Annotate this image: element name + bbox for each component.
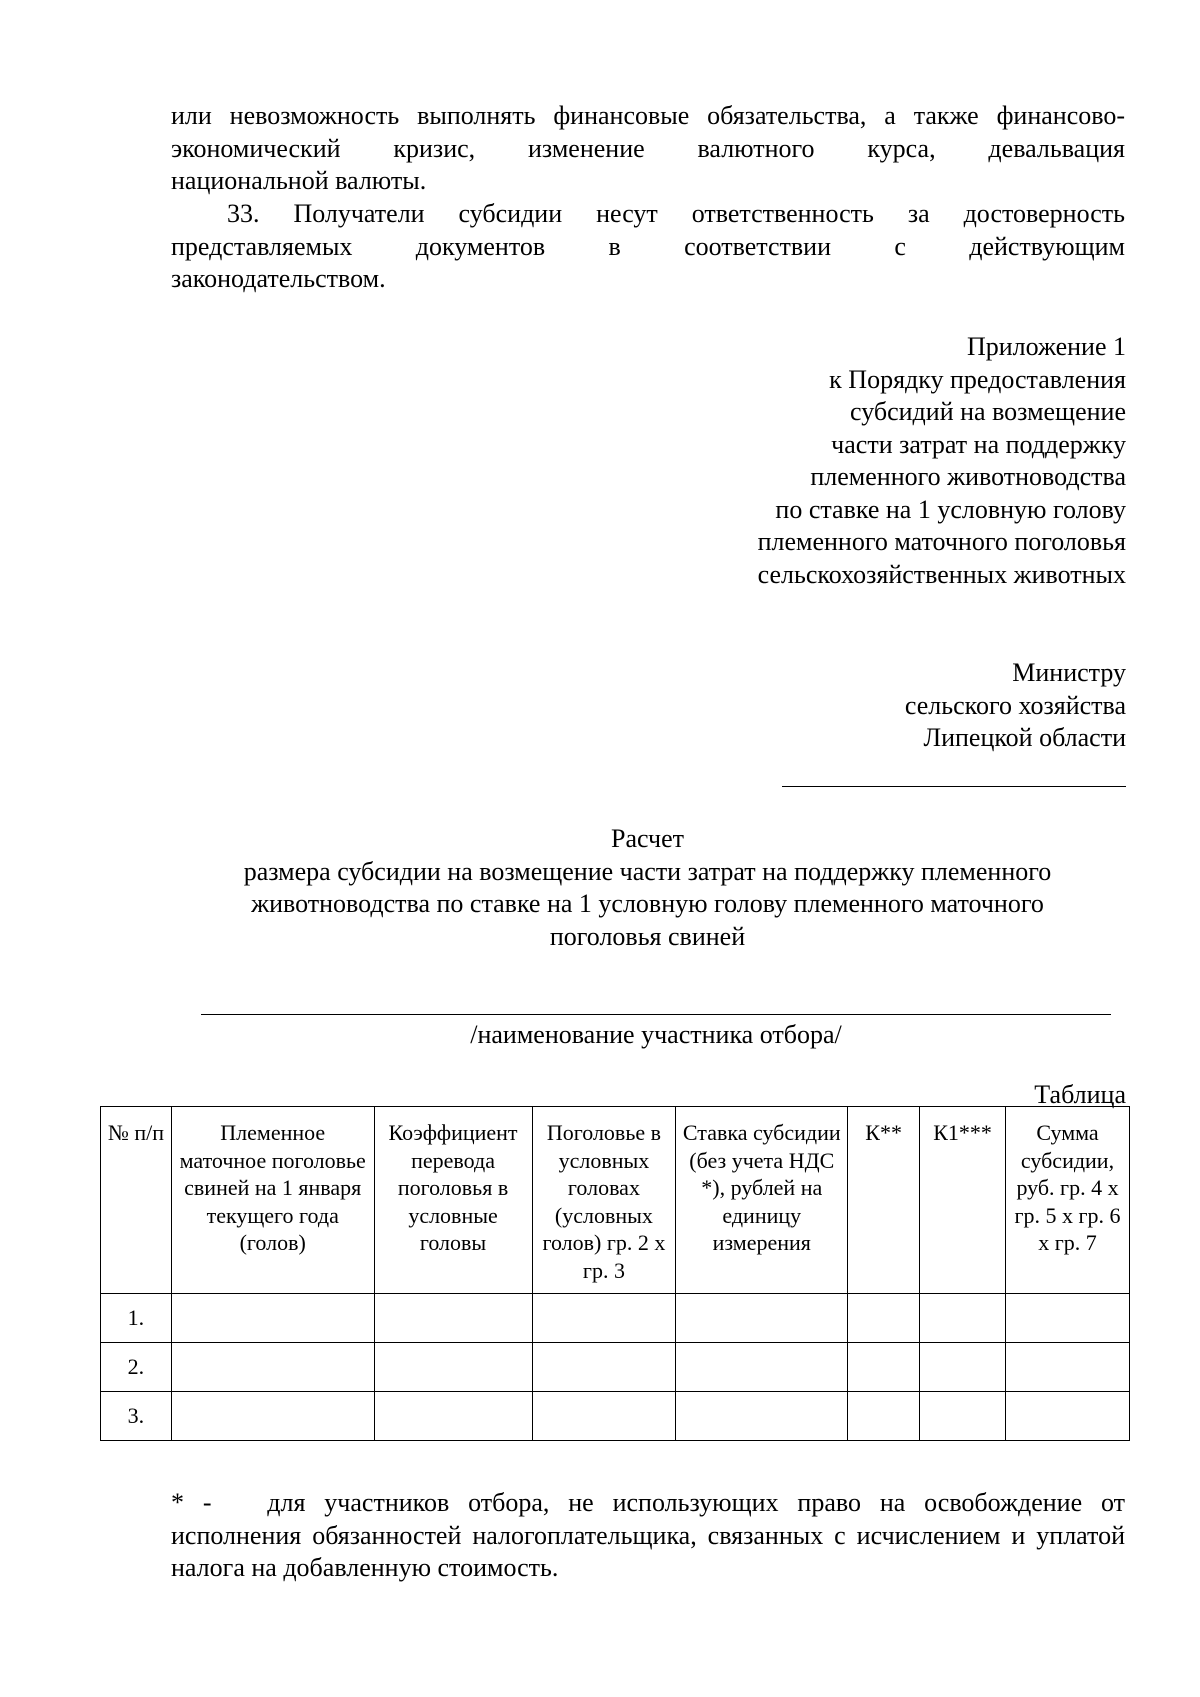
table-cell[interactable] [676, 1392, 848, 1441]
footnote [171, 1487, 1125, 1585]
table-cell[interactable] [171, 1392, 374, 1441]
table-cell[interactable] [1006, 1294, 1130, 1343]
table-cell[interactable] [1006, 1343, 1130, 1392]
table-cell[interactable] [848, 1294, 920, 1343]
table-cell[interactable] [532, 1343, 676, 1392]
footnote-text: для участников отбора, не использующих право на освобождение от исполнения обязанностей налогоплательщика, связанных с исчислением и уплатой налога на добавленную стоимость. [171, 1488, 1125, 1582]
appendix-line: сельскохозяйственных животных [757, 559, 1126, 589]
table-label: Таблица [1034, 1080, 1126, 1109]
appendix-line: субсидий на возмещение [850, 397, 1126, 426]
intro-line: или невозможность выполнять финансовые обязательства, а также финансово- [171, 101, 1125, 130]
addressee-line: сельского хозяйства [904, 690, 1126, 720]
header-livestock: Племенное маточное поголовье свиней на 1 января текущего года (голов) [171, 1107, 374, 1294]
header-k: К** [848, 1107, 920, 1294]
header-conditional-heads: Поголовье в условных головах (условных голов) гр. 2 х гр. 3 [532, 1107, 676, 1294]
document-title [150, 823, 1145, 953]
row-number: 2. [101, 1343, 172, 1392]
appendix-block [600, 331, 1126, 591]
appendix-line: Приложение 1 [966, 332, 1126, 361]
header-sum: Сумма субсидии, руб. гр. 4 х гр. 5 х гр. 6 х гр. 7 [1006, 1107, 1130, 1294]
table-header-row [101, 1107, 1130, 1294]
footnote-marker: * - [171, 1488, 212, 1517]
appendix-line: части затрат на поддержку [831, 429, 1126, 459]
addressee-line: Липецкой области [923, 723, 1126, 752]
table-cell[interactable] [374, 1294, 532, 1343]
paragraph-33 [171, 198, 1125, 296]
calculation-table [100, 1106, 1130, 1441]
table-row [101, 1343, 1130, 1392]
header-number: № п/п [101, 1107, 172, 1294]
row-number: 3. [101, 1392, 172, 1441]
participant-name-line [201, 1014, 1111, 1015]
intro-line: экономический кризис, изменение валютного курса, девальвация [171, 133, 1125, 163]
table-cell[interactable] [532, 1392, 676, 1441]
table-cell[interactable] [848, 1343, 920, 1392]
participant-caption: /наименование участника отбора/ [470, 1020, 842, 1049]
header-coefficient: Коэффициент перевода поголовья в условные головы [374, 1107, 532, 1294]
table-cell[interactable] [1006, 1392, 1130, 1441]
header-k1: К1*** [920, 1107, 1006, 1294]
addressee-line: Министру [1012, 658, 1126, 687]
table-cell[interactable] [920, 1392, 1006, 1441]
table-cell[interactable] [676, 1294, 848, 1343]
table-row [101, 1294, 1130, 1343]
title-line: животноводства по ставке на 1 условную голову племенного маточного [251, 889, 1044, 918]
title-heading: Расчет [611, 824, 684, 853]
p33-line: представляемых документов в соответствии с действующим [171, 231, 1125, 261]
title-line: размера субсидии на возмещение части затрат на поддержку племенного [243, 856, 1052, 886]
table-cell[interactable] [532, 1294, 676, 1343]
table-cell[interactable] [374, 1392, 532, 1441]
table-row [101, 1392, 1130, 1441]
appendix-line: племенного животноводства [810, 462, 1126, 491]
table-cell[interactable] [171, 1294, 374, 1343]
appendix-line: племенного маточного поголовья [757, 527, 1126, 556]
table-cell[interactable] [920, 1294, 1006, 1343]
intro-line: национальной валюты. [171, 166, 427, 195]
appendix-line: по ставке на 1 условную голову [775, 494, 1126, 524]
intro-paragraph [171, 100, 1125, 198]
addressee-signature-line [782, 786, 1126, 787]
table-cell[interactable] [676, 1343, 848, 1392]
header-rate: Ставка субсидии (без учета НДС *), рублей на единицу измерения [676, 1107, 848, 1294]
p33-line: 33. Получатели субсидии несут ответственность за достоверность [227, 199, 1125, 228]
appendix-line: к Порядку предоставления [829, 364, 1126, 394]
table-cell[interactable] [171, 1343, 374, 1392]
table-cell[interactable] [374, 1343, 532, 1392]
title-line: поголовья свиней [549, 921, 746, 951]
p33-line: законодательством. [171, 264, 386, 293]
table-cell[interactable] [920, 1343, 1006, 1392]
addressee-block [700, 657, 1126, 755]
table-cell[interactable] [848, 1392, 920, 1441]
row-number: 1. [101, 1294, 172, 1343]
